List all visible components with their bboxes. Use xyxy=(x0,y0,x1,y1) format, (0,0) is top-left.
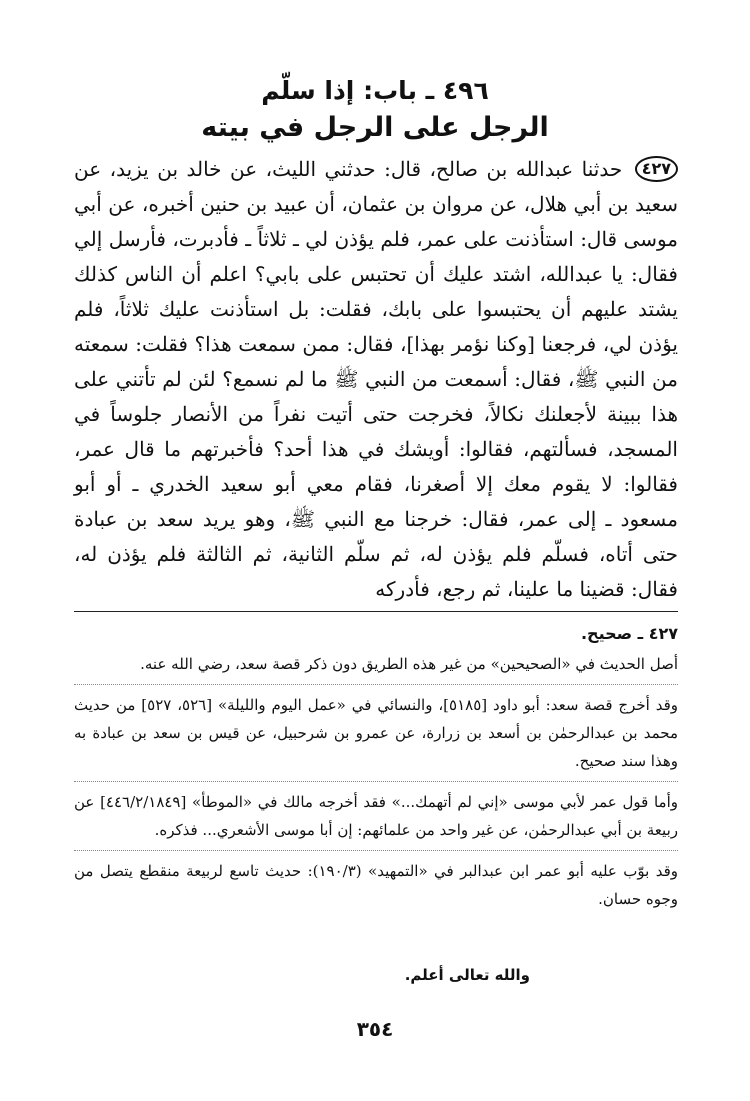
footnote-paragraph: أصل الحديث في «الصحيحين» من غير هذه الطريق دون ذكر قصة سعد، رضي الله عنه. xyxy=(74,650,678,685)
footnote-paragraph: وأما قول عمر لأبي موسى «إني لم أتهمك...» فقد أخرجه مالك في «الموطأ» [٤٤٦/٢/١٨٤٩] عن ربيعة بن أبي عبدالرحمٰن، عن غير واحد من علمائهم: إن أبا موسى الأشعري... فذكره. xyxy=(74,788,678,851)
footnote-paragraph: وقد أخرج قصة سعد: أبو داود [٥١٨٥]، والنسائي في «عمل اليوم والليلة» [٥٢٦، ٥٢٧] من حديث محمد بن عبدالرحمٰن بن أسعد بن زرارة، عن عمرو بن شرحبيل، عن قيس بن سعد بن عبادة به وهذا سند صحيح. xyxy=(74,691,678,782)
hadith-body xyxy=(74,152,678,607)
hadith-text: حدثنا عبدالله بن صالح، قال: حدثني الليث، عن خالد بن يزيد، عن سعيد بن أبي هلال، عن مروان بن عثمان، أن عبيد بن حنين أخبره، عن أبي موسى قال: استأذنت على عمر، فلم يؤذن لي ـ ثلاثاً ـ فأدبرت، فأرسل إلي فقال: يا عبدالله، اشتد عليك أن تحتبس على بابي؟ اعلم أن الناس كذلك يشتد عليهم أن يحتبسوا على بابك، فقلت: بل استأذنت عليك ثلاثاً، فلم يؤذن لي، فرجعنا [وكنا نؤمر بهذا]، فقال: ممن سمعت هذا؟ فقلت: سمعته من النبي ﷺ، فقال: أسمعت من النبي ﷺ ما لم نسمع؟ لئن لم تأتني على هذا ببينة لأجعلنك نكالاً، فخرجت حتى أتيت نفراً من الأنصار جلوساً في المسجد، فسألتهم، فقالوا: أويشك في هذا أحد؟ فأخبرتهم ما قال عمر، فقالوا: لا يقوم معك إلا أصغرنا، فقام معي أبو سعيد الخدري ـ أو أبو مسعود ـ إلى عمر، فقال: خرجنا مع النبي ﷺ، وهو يريد سعد بن عبادة حتى أتاه، فسلّم فلم يؤذن له، ثم سلّم الثانية، ثم الثالثة فلم يؤذن له، فقال: قضينا ما علينا، ثم رجع، فأدركه xyxy=(74,157,678,601)
footnote-paragraph: وقد بوّب عليه أبو عمر ابن عبدالبر في «التمهيد» (١٩٠/٣): حديث تاسع لربيعة منقطع يتصل من وجوه حسان. xyxy=(74,862,679,908)
footnotes xyxy=(74,650,678,925)
hadith-number-badge: ٤٢٧ xyxy=(635,156,678,182)
closing-phrase: والله تعالى أعلم. xyxy=(404,966,530,984)
footnote-grade: ٤٢٧ ـ صحيح. xyxy=(580,624,678,643)
footnote-divider xyxy=(74,611,678,612)
chapter-subtitle: الرجل على الرجل في بيته xyxy=(201,112,549,143)
page-number: ٣٥٤ xyxy=(356,1017,394,1041)
chapter-title: ٤٩٦ ـ باب: إذا سلّم xyxy=(261,76,489,105)
